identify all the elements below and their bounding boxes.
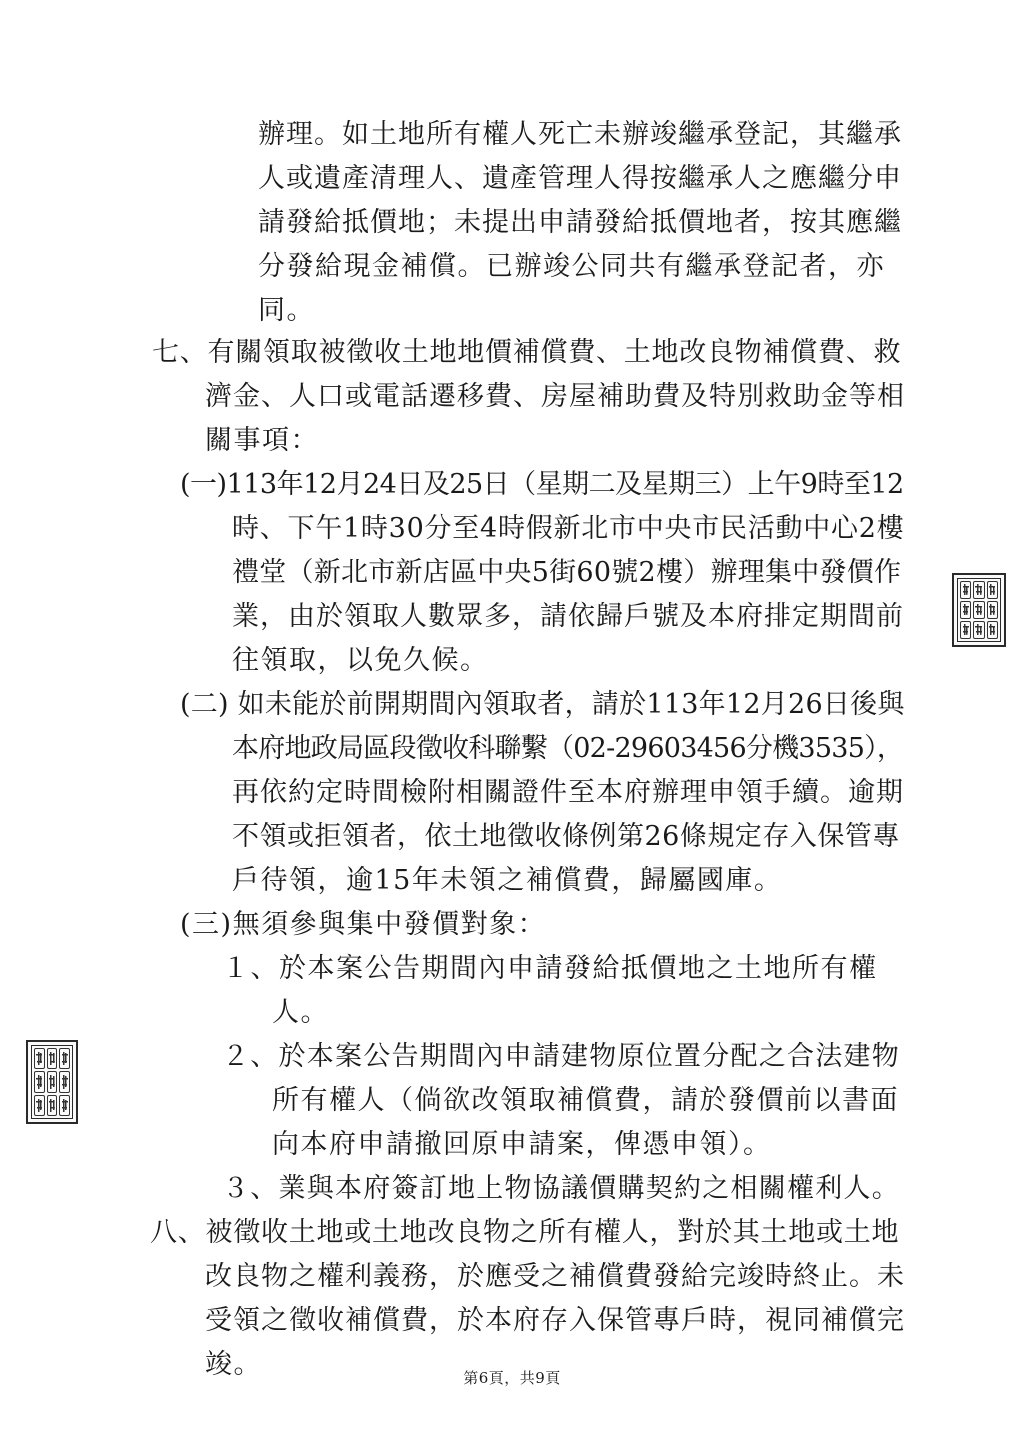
text-line: 濟金、人口或電話遷移費、房屋補助費及特別救助金等相 [205,381,905,412]
text-line: (一)113年12月24日及25日（星期二及星期三）上午9時至12 [180,469,904,500]
text-line: 關事項： [205,425,319,456]
text-line: 八、被徵收土地或土地改良物之所有權人，對於其土地或土地 [150,1217,900,1248]
text-line: 業，由於領取人數眾多，請依歸戶號及本府排定期間前 [232,601,904,632]
text-line: 竣。 [205,1349,262,1380]
text-line: 所有權人（倘欲改領取補償費，請於發價前以書面 [272,1085,899,1116]
text-line: 受領之徵收補償費，於本府存入保管專戶時，視同補償完 [205,1305,905,1336]
text-line: 請發給抵價地；未提出申請發給抵價地者，按其應繼 [258,207,902,238]
text-line: 時、下午1時30分至4時假新北市中央市民活動中心2樓 [232,513,905,544]
text-line: 往領取，以免久候。 [232,645,489,676]
text-line: １、於本案公告期間內申請發給抵價地之土地所有權 [222,953,878,984]
text-line: 人。 [272,997,329,1028]
official-seal-left [26,1040,78,1124]
text-line: 改良物之權利義務，於應受之補償費發給完竣時終止。未 [205,1261,905,1292]
official-seal-right [952,573,1006,647]
text-line: 分發給現金補償。已辦竣公同共有繼承登記者，亦 [258,251,885,282]
text-line: (三)無須參與集中發價對象： [180,909,547,940]
text-line: 人或遺產清理人、遺產管理人得按繼承人之應繼分申 [258,163,902,194]
text-line: ３、業與本府簽訂地上物協議價購契約之相關權利人。 [222,1173,900,1204]
text-line: 七、有關領取被徵收土地地價補償費、土地改良物補償費、救 [152,337,902,368]
text-line: ２、於本案公告期間內申請建物原位置分配之合法建物 [222,1041,900,1072]
text-line: 同。 [258,295,315,326]
text-line: 本府地政局區段徵收科聯繫（02-29603456分機3535）， [232,733,904,764]
text-line: 再依約定時間檢附相關證件至本府辦理申領手續。逾期 [232,777,904,808]
text-line: 戶待領，逾15年未領之補償費，歸屬國庫。 [232,865,783,896]
page-number: 第6頁，共9頁 [463,1369,561,1387]
text-line: 向本府申請撤回原申請案，俾憑申領）。 [272,1129,772,1160]
text-line: 禮堂（新北市新店區中央5街60號2樓）辦理集中發價作 [232,557,902,588]
text-line: (二) 如未能於前開期間內領取者，請於113年12月26日後與 [180,689,905,720]
text-line: 不領或拒領者，依土地徵收條例第26條規定存入保管專 [232,821,900,852]
text-line: 辦理。如土地所有權人死亡未辦竣繼承登記，其繼承 [258,119,902,150]
